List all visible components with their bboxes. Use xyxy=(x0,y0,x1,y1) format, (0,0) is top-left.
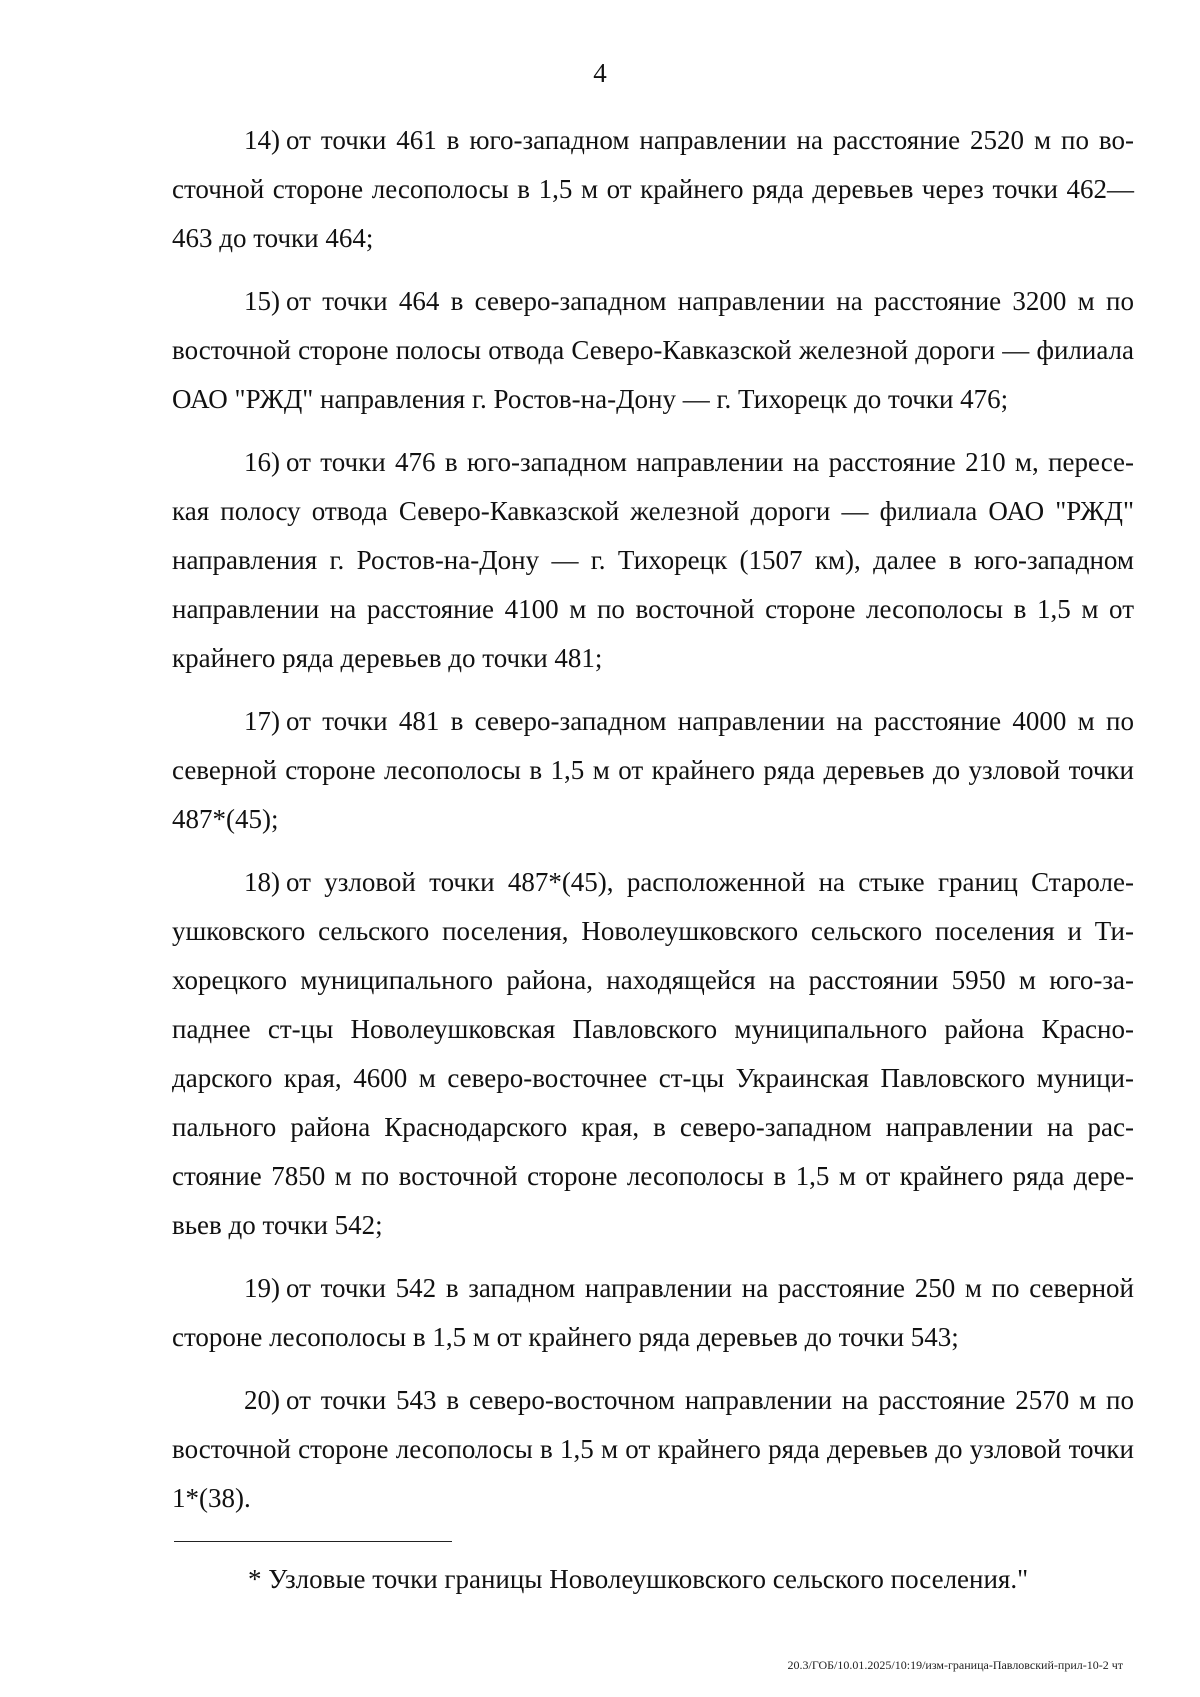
paragraph-number: 16) xyxy=(244,447,280,477)
boundary-point-paragraph-17 xyxy=(172,697,1134,844)
paragraph-text: от точки 481 в северо-западном направлении на расстояние 4000 м по северной стороне лесополосы в 1,5 м от крайнего ряда деревьев до узловой точки 487*(45); xyxy=(172,706,1134,834)
paragraph-number: 18) xyxy=(244,867,280,897)
boundary-point-paragraph-15 xyxy=(172,277,1134,424)
page-number: 4 xyxy=(593,58,607,88)
document-body xyxy=(172,116,1134,1537)
paragraph-number: 15) xyxy=(244,286,280,316)
boundary-point-paragraph-19 xyxy=(172,1264,1134,1362)
paragraph-text: от точки 461 в юго-западном направлении на расстояние 2520 м по восточной стороне лесополосы в 1,5 м от крайнего ряда деревьев через точки 462—463 до точки 464; xyxy=(172,125,1134,253)
paragraph-text: от точки 542 в западном направлении на расстояние 250 м по северной стороне лесополосы в 1,5 м от крайнего ряда деревьев до точки 543; xyxy=(172,1273,1134,1352)
paragraph-text: от узловой точки 487*(45), расположенной на стыке границ Старолеушковского сельского поселения, Новолеушковского сельского поселения и Тихорецкого муниципального района, находящейся на расстоянии 5950 м юго-западнее ст-цы Новолеушковская Павловского муниципального района Краснодарского края, 4600 м северо-восточнее ст-цы Украинская Павловского муниципального района Краснодарского края, в северо-западном направлении на расстояние 7850 м по восточной стороне лесополосы в 1,5 м от крайнего ряда деревьев до точки 542; xyxy=(172,867,1134,1240)
paragraph-text: от точки 464 в северо-западном направлении на расстояние 3200 м по восточной стороне полосы отвода Северо-Кавказской железной дороги — филиала ОАО "РЖД" направления г. Ростов-на-Дону — г. Тихорецк до точки 476; xyxy=(172,286,1134,414)
boundary-point-paragraph-18 xyxy=(172,858,1134,1250)
paragraph-number: 20) xyxy=(244,1385,280,1415)
boundary-point-paragraph-14 xyxy=(172,116,1134,263)
paragraph-text: от точки 543 в северо-восточном направлении на расстояние 2570 м по восточной стороне лесополосы в 1,5 м от крайнего ряда деревьев до узловой точки 1*(38). xyxy=(172,1385,1134,1513)
document-code: 20.3/ГОБ/10.01.2025/10:19/изм-граница-Павловский-прил-10-2 чт xyxy=(787,1658,1123,1672)
boundary-point-paragraph-16 xyxy=(172,438,1134,683)
footnote: * Узловые точки границы Новолеушковского сельского поселения." xyxy=(248,1564,1029,1594)
paragraph-number: 19) xyxy=(244,1273,280,1303)
boundary-point-paragraph-20 xyxy=(172,1376,1134,1523)
footnote-divider xyxy=(174,1541,452,1542)
paragraph-number: 17) xyxy=(244,706,280,736)
paragraph-text: от точки 476 в юго-западном направлении на расстояние 210 м, пересекая полосу отвода Северо-Кавказской железной дороги — филиала ОАО "РЖД" направления г. Ростов-на-Дону — г. Тихорецк (1507 км), далее в юго-западном направлении на расстояние 4100 м по восточной стороне лесополосы в 1,5 м от крайнего ряда деревьев до точки 481; xyxy=(172,447,1134,673)
paragraph-number: 14) xyxy=(244,125,280,155)
